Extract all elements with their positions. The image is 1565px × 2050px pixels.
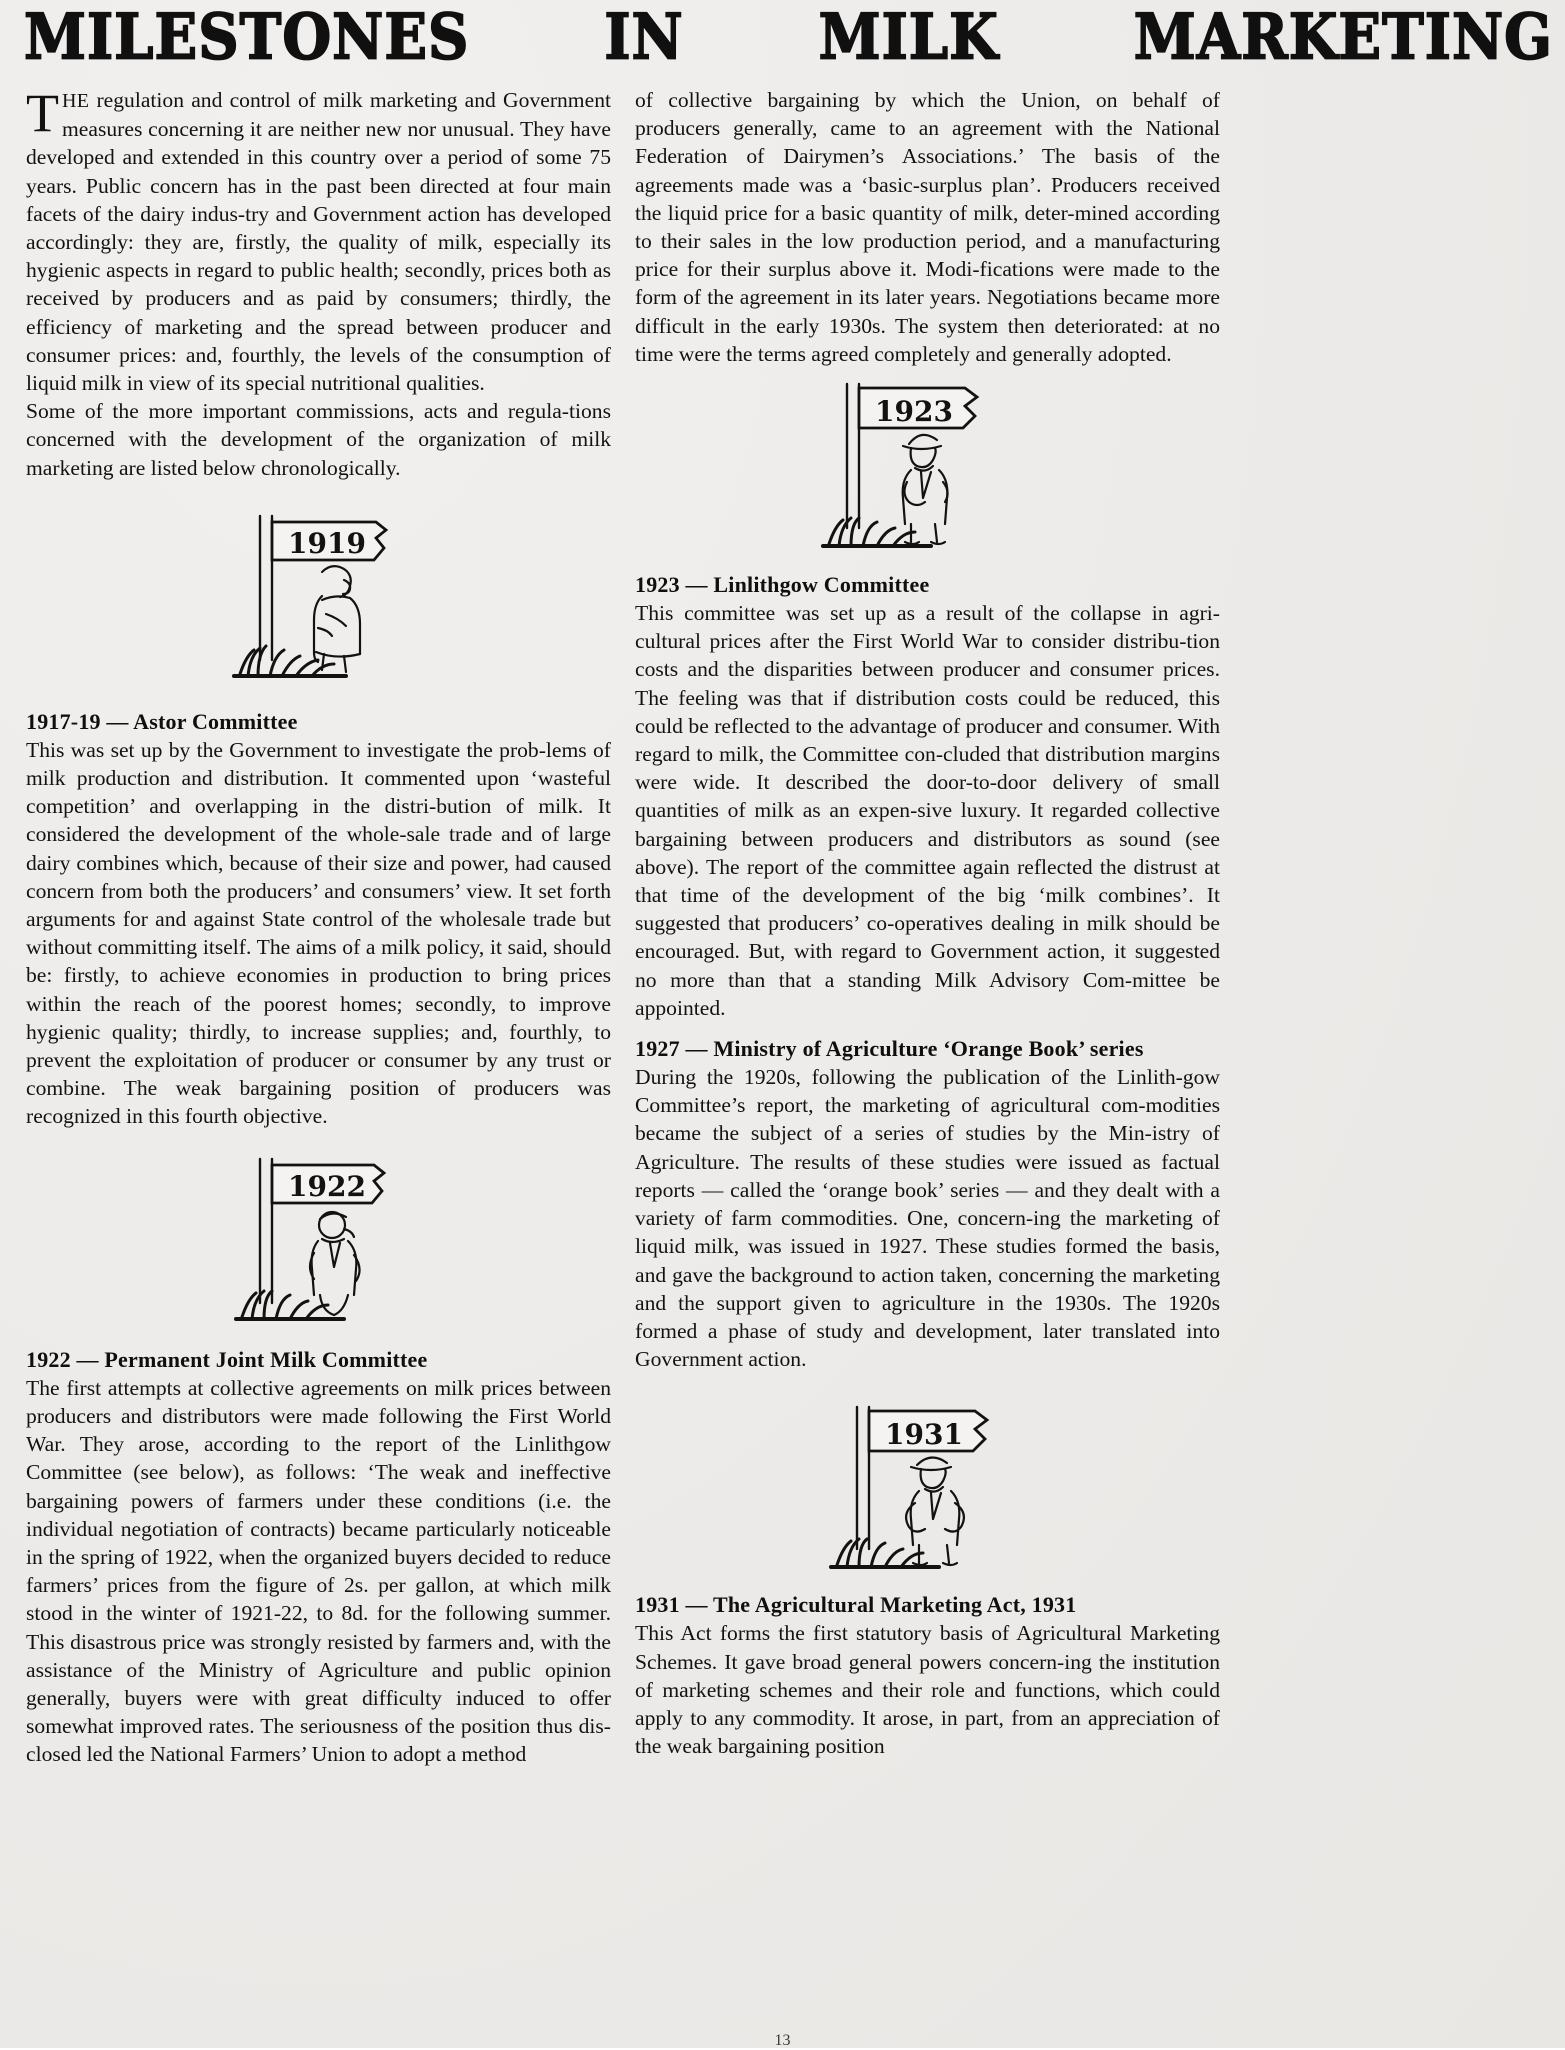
signpost-illustration-1922 [226,1153,416,1333]
grass-tuft-1923 [823,518,931,546]
signpost-illustration-1923 [815,378,1015,558]
figure-hem-1919 [316,652,360,657]
drop-cap: T [26,83,59,143]
figure-arm-right-1931 [945,1503,964,1532]
body-1931-agricultural-marketing-act: This Act forms the first statutory basis of Agricultural Marketing Schemes. It gave broad general powers concern-ing the institution of marketing schemes and their role and functions, which could apply to any commodity. It arose, in part, from an appreciation of the weak bargaining position [635,1621,1220,1759]
figure-leg-2-1931 [947,1545,949,1563]
figure-lapel-1923 [921,472,931,498]
right-column [635,86,1220,2040]
left-column [26,83,611,2040]
figure-shoulders-1919 [322,596,350,600]
body-1922-permanent-joint: The first attempts at collective agreements on milk prices between producers and distributors were made following the First World War. They arose, according to the report of the Linlithgow Committee (see below), as follows: ‘The weak and ineffective bargaining powers of farmers under these conditions (i.e. the individual negotiation of contracts) became particularly noticeable in the spring of 1922, when the organized buyers decided to reduce farmers’ prices from the figure of 2s. per gallon, at which milk stood in the winter of 1921-22, to 8d. for the following summer. This disastrous price was strongly resisted by farmers and, with the assistance of the Ministry of Agriculture and public opinion generally, buyers were with great difficulty induced to offer somewhat improved rates. The seriousness of the position thus dis-closed led the National Farmers’ Union to adopt a method [26,1375,611,1767]
figure-body-left-1922 [312,1241,318,1295]
page-masthead [24,0,1553,74]
figure-pipe-1922 [344,1229,354,1237]
signpost-illustration-1919 [226,508,416,693]
figure-body-left-1931 [911,1491,919,1545]
heading-1923-linlithgow: 1923 — Linlithgow Committee [635,572,930,598]
body-1923-linlithgow: This committee was set up as a result of the collapse in agri-cultural prices after the First World War to consider distribu-tion costs and the disparities between producer and consumer prices. The feeling was that if distribution costs could be reduced, this could be reflected to the advantage of producer and consumer. With regard to milk, the Committee con-cluded that distribution margins were wide. It described the door-to-door delivery of small quantities of milk as an expen-sive luxury. It regarded collective bargaining between producers and distributors as sound (see above). The report of the committee again reflected the distrust at that time of the development of the big ‘milk combines’. It suggested that producers’ co-operatives dealing in milk should be encouraged. But, with regard to Government action, it suggested no more than that a standing Milk Advisory Com-mittee be appointed. [635,601,1220,1020]
grass-tuft-1919 [234,646,346,676]
title-word-3: MILK [818,0,999,74]
figure-arm-left-1931 [906,1503,925,1532]
heading-1922-permanent-joint: 1922 — Permanent Joint Milk Committee [26,1346,428,1372]
figure-body-right-1919 [350,598,360,654]
signpost-year-1919: 1919 [288,526,366,560]
intro-text: regulation and control of milk marketing and Government measures concerning it are neither new nor unusual. They have developed and extended in this country over a period of some 75 years. Public concern has in the past been directed at four main facets of the dairy indus-try and Government action has developed accordingly: they are, firstly, the quality of milk, especially its hygienic aspects in regard to public health; secondly, prices both as received by producers and as paid by consumers; thirdly, the efficiency of marketing and the spread between producer and consumer prices: and, fourthly, the levels of the consumption of liquid milk in view of its special nutritional qualities. [26,88,611,396]
figure-hat-crown-1923 [909,435,937,444]
intro-smallcaps: HE [62,90,90,112]
grass-tuft-1922 [236,1291,344,1319]
figure-head-1931 [921,1469,946,1488]
page-number: 13 [774,2032,791,2049]
title-word-4: MARKETING [1133,0,1553,74]
article-columns [26,83,1543,2040]
figure-arm-1919 [326,614,346,626]
heading-1927-orange-book: 1927 — Ministry of Agriculture ‘Orange Book’ series [635,1036,1144,1062]
page-title [24,0,1553,74]
title-word-2: IN [604,0,684,74]
signpost-year-1923: 1923 [875,395,953,429]
figure-body-left-1923 [903,470,911,524]
figure-leg-2-1923 [935,524,937,542]
figure-collar-1922 [322,1239,344,1242]
grass-tuft-1931 [831,1539,939,1567]
intro-paragraph-2: Some of the more important commissions, acts and regula-tions concerned with the development of the organization of milk marketing are listed below chronologically. [26,399,611,480]
figure-head-1923 [911,448,936,467]
signpost-illustration-1931 [825,1403,1025,1578]
figure-arm2-1919 [318,628,332,636]
body-1927-orange-book: During the 1920s, following the publication of the Linlith-gow Committee’s report, the marketing of agricultural com-modities became the subject of a series of studies by the Min-istry of Agriculture. The results of these studies were issued as factual reports — called the ‘orange book’ series — and they dealt with a variety of farm commodities. One, concern-ing the marketing of liquid milk, was issued in 1927. These studies formed the basis, and gave the background to action taken, concerning the marketing and the support given to agriculture in the 1930s. The 1920s formed a phase of study and development, later translated into Government action. [635,1065,1220,1372]
body-1917-astor: This was set up by the Government to investigate the prob-lems of milk production and distribution. It commented upon ‘wasteful competition’ and overlapping in the distri-bution of milk. It considered the development of the whole-sale trade and of large dairy combines which, because of their size and power, had caused concern from both the producers’ and consumers’ view. It set forth arguments for and against State control of the wholesale trade but without committing itself. The aims of a milk policy, it said, should be: firstly, to achieve economies in production to bring prices within the reach of the poorest homes; secondly, to improve hygienic quality; thirdly, to increase supplies; and, fourthly, to prevent the exploitation of producer or consumer by any trust or combine. The weak bargaining position of producers was recognized in this fourth objective. [26,737,611,1129]
figure-lapel-1931 [931,1493,941,1519]
figure-leg-2-1919 [344,656,346,672]
signpost-year-1922: 1922 [288,1169,366,1203]
figure-body-right-1922 [348,1241,356,1295]
figure-leg-2-1922 [334,1295,348,1315]
intro-paragraph [26,83,611,397]
heading-1931-agricultural-marketing-act: 1931 — The Agricultural Marketing Act, 1931 [635,1592,1077,1618]
figure-body-right-1931 [951,1491,959,1545]
continuation-paragraph: of collective bargaining by which the Union, on behalf of producers generally, came to an agreement with the National Federation of Dairymen’s Associations.’ The basis of the agreements made was a ‘basic-surplus plan’. Producers received the liquid price for a basic quantity of milk, deter-mined according to their sales in the low production period, and a manufacturing price for their surplus above it. Modi-fications were made to the form of the agreement in its later years. Negotiations became more difficult in the early 1930s. The system then deteriorated: at no time were the terms agreed completely and generally adopted. [635,88,1220,366]
figure-hat-crown-1931 [917,1458,947,1466]
signpost-year-1931: 1931 [885,1418,963,1452]
figure-lapel-1922 [330,1243,340,1267]
heading-1917-astor: 1917-19 — Astor Committee [26,708,298,734]
title-word-1: MILESTONES [24,0,470,74]
